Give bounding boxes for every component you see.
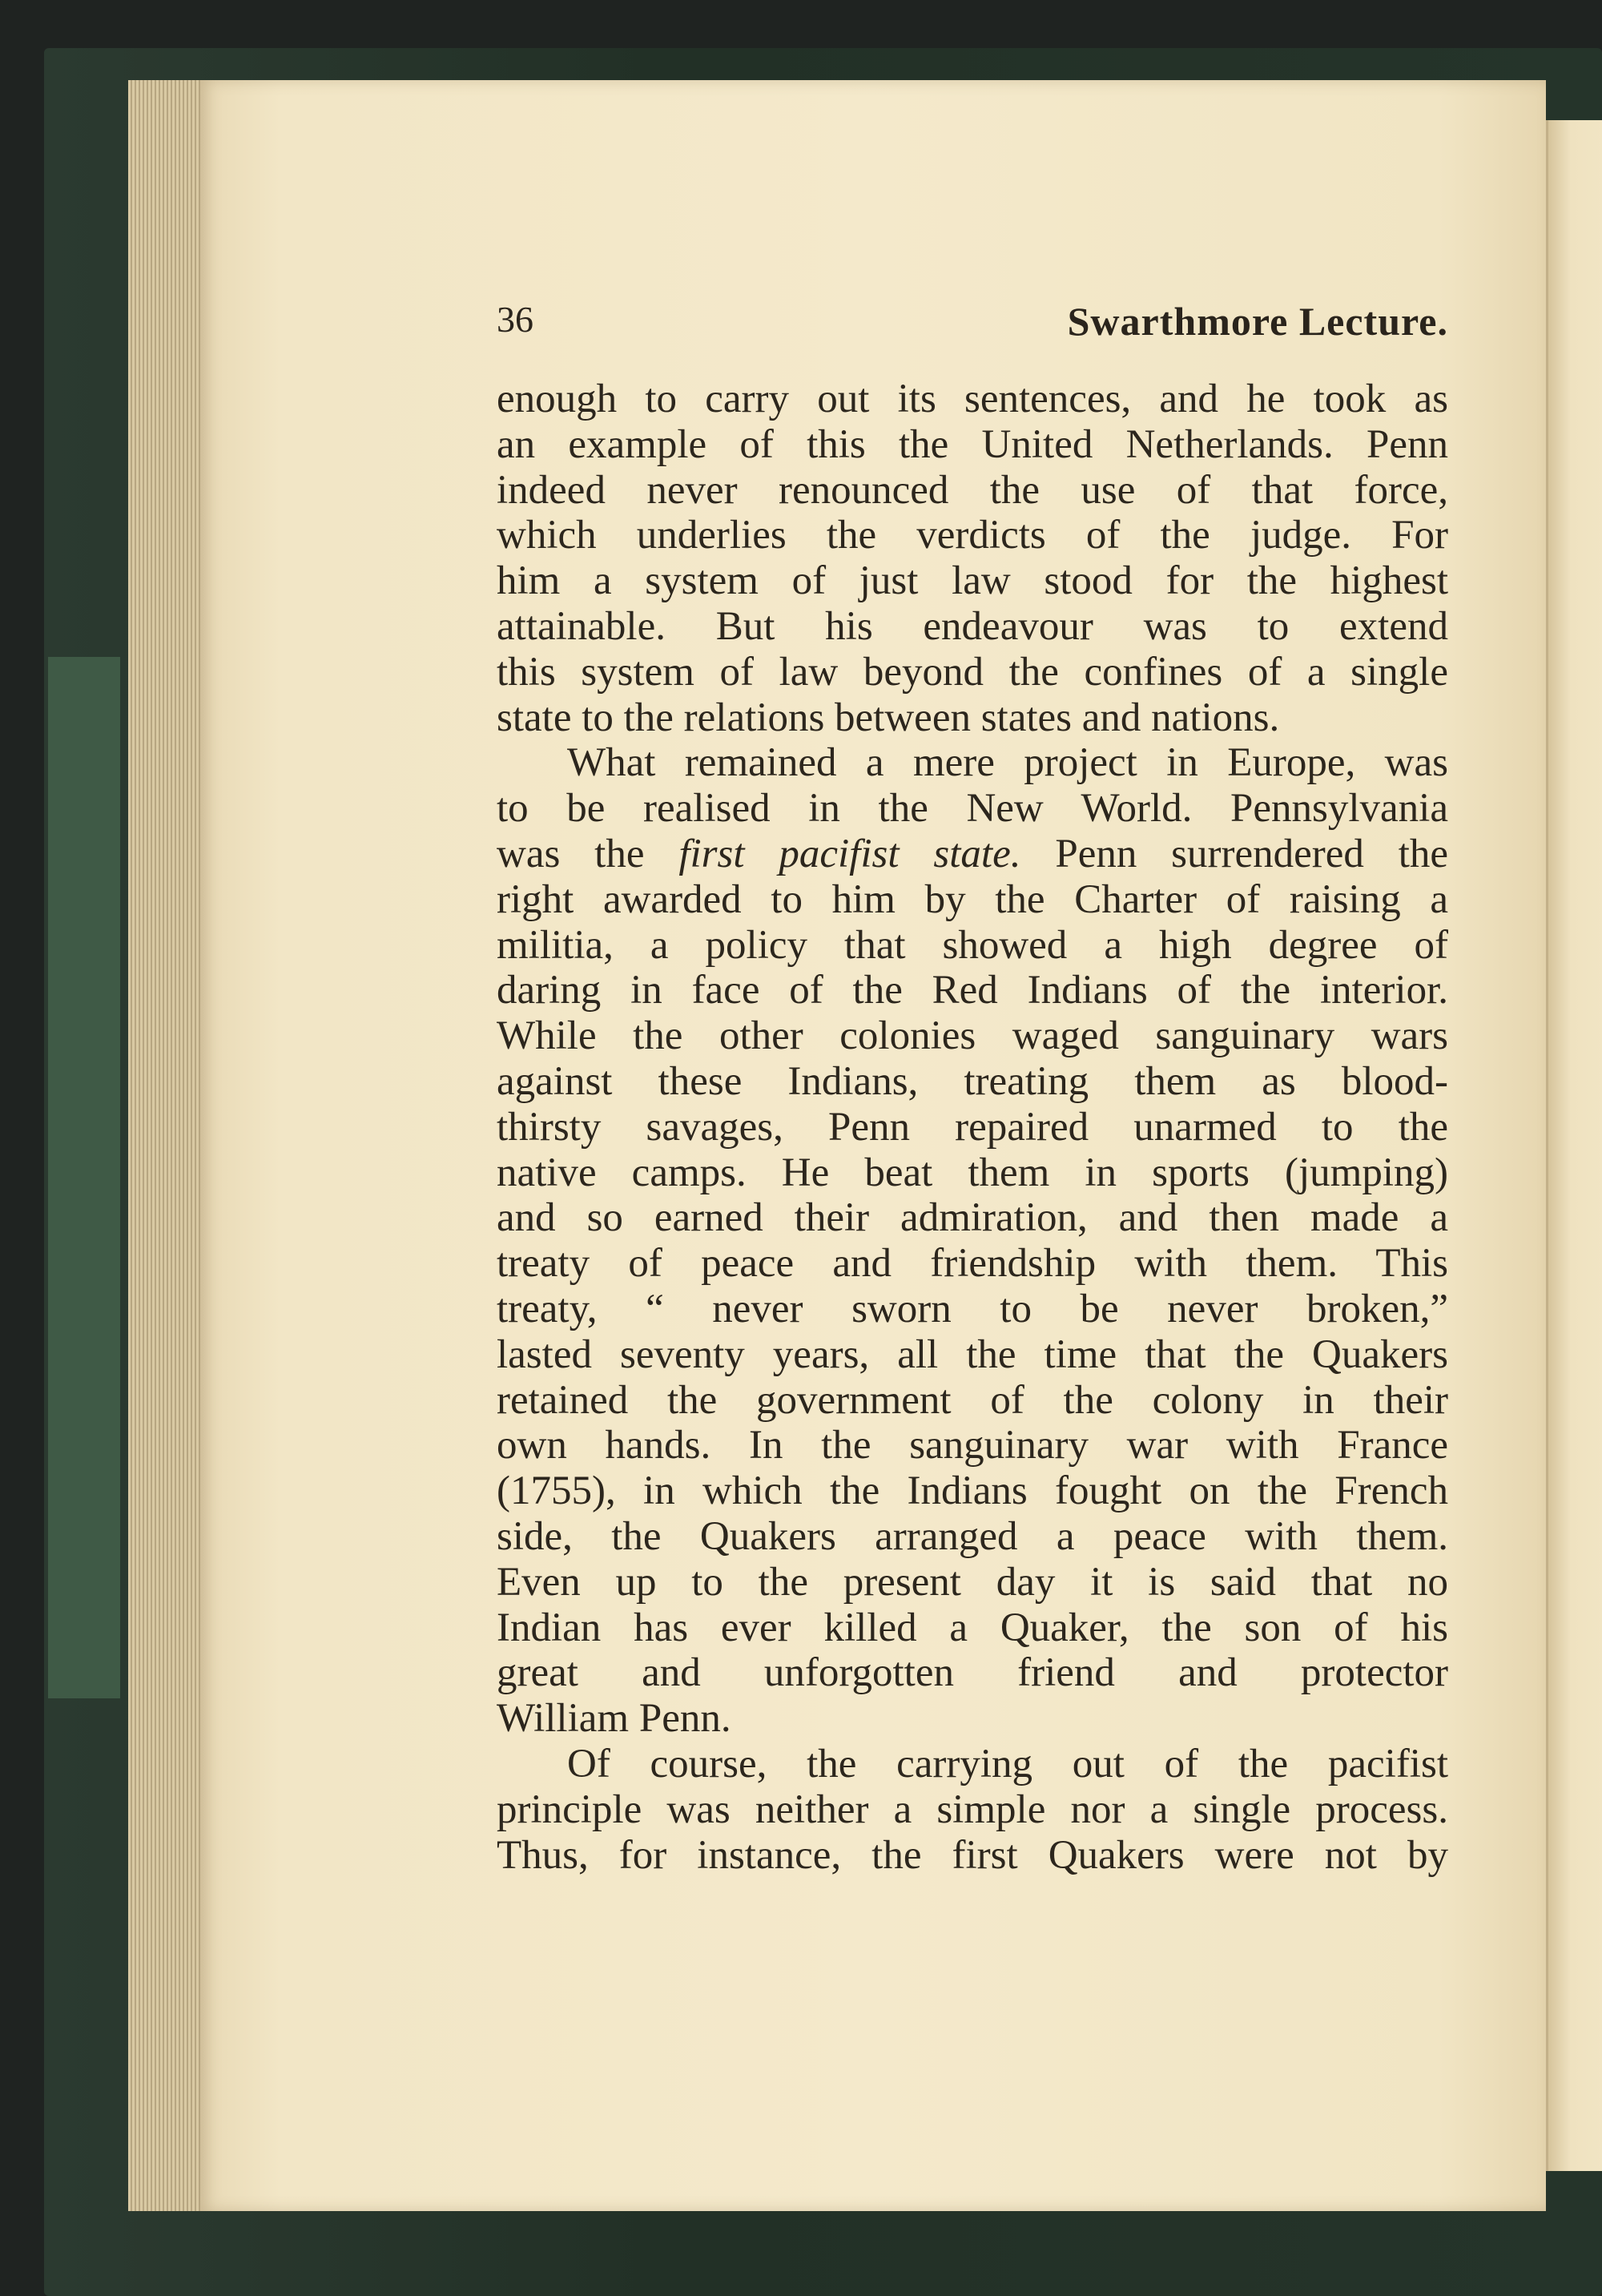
text-line: and so earned their admiration, and then made a — [497, 1195, 1448, 1241]
text-line: treaty of peace and friendship with them. This — [497, 1241, 1448, 1287]
text-line: enough to carry out its sentences, and he took as — [497, 377, 1448, 421]
book-cover-spine — [48, 657, 120, 1698]
text-line: William Penn. — [497, 1696, 731, 1742]
text-line: Of course, the carrying out of the pacifist — [567, 1741, 1448, 1786]
text-line: side, the Quakers arranged a peace with them. — [497, 1513, 1448, 1559]
italic-phrase: first pacifist state. — [678, 831, 1021, 876]
text-line: which underlies the verdicts of the judge. For — [497, 513, 1448, 558]
text-line: attainable. But his endeavour was to extend — [497, 603, 1448, 649]
page-number: 36 — [497, 299, 533, 340]
text-segment: Penn surrendered the — [1055, 831, 1449, 876]
text-line: thirsty savages, Penn repaired unarmed to the — [497, 1104, 1448, 1150]
body-text — [497, 377, 1448, 1878]
text-line: While the other colonies waged sanguinary wars — [497, 1013, 1448, 1059]
text-line: (1755), in which the Indians fought on the French — [497, 1468, 1448, 1514]
text-line: against these Indians, treating them as blood- — [497, 1058, 1448, 1104]
text-line: treaty, “ never sworn to be never broken,” — [497, 1286, 1448, 1331]
text-line: principle was neither a simple nor a single process. — [497, 1786, 1448, 1832]
text-line: retained the government of the colony in their — [497, 1377, 1448, 1423]
next-page-edge — [1546, 120, 1602, 2171]
text-line: this system of law beyond the confines of a single — [497, 649, 1448, 695]
text-line: an example of this the United Netherlands. Penn — [497, 421, 1448, 467]
text-line: state to the relations between states and nations. — [497, 695, 1280, 740]
text-line: him a system of just law stood for the highest — [497, 558, 1448, 604]
text-line: militia, a policy that showed a high degree of — [497, 922, 1448, 968]
text-line-mixed — [497, 832, 1448, 877]
text-line: daring in face of the Red Indians of the interior. — [497, 968, 1448, 1013]
page-header — [497, 298, 1448, 354]
text-line: Even up to the present day it is said that no — [497, 1559, 1448, 1605]
text-line: to be realised in the New World. Pennsylvania — [497, 786, 1448, 832]
running-head: Swarthmore Lecture. — [1067, 299, 1448, 344]
text-line: native camps. He beat them in sports (jumping) — [497, 1150, 1448, 1195]
text-line: indeed never renounced the use of that force, — [497, 467, 1448, 513]
text-segment: was the — [497, 831, 645, 876]
text-line: lasted seventy years, all the time that the Quakers — [497, 1331, 1448, 1377]
text-line: Thus, for instance, the first Quakers were not by — [497, 1832, 1448, 1878]
text-line: own hands. In the sanguinary war with France — [497, 1423, 1448, 1468]
text-line: Indian has ever killed a Quaker, the son of his — [497, 1605, 1448, 1650]
text-line: great and unforgotten friend and protector — [497, 1650, 1448, 1696]
text-line: right awarded to him by the Charter of raising a — [497, 876, 1448, 922]
text-line: What remained a mere project in Europe, was — [567, 740, 1448, 786]
